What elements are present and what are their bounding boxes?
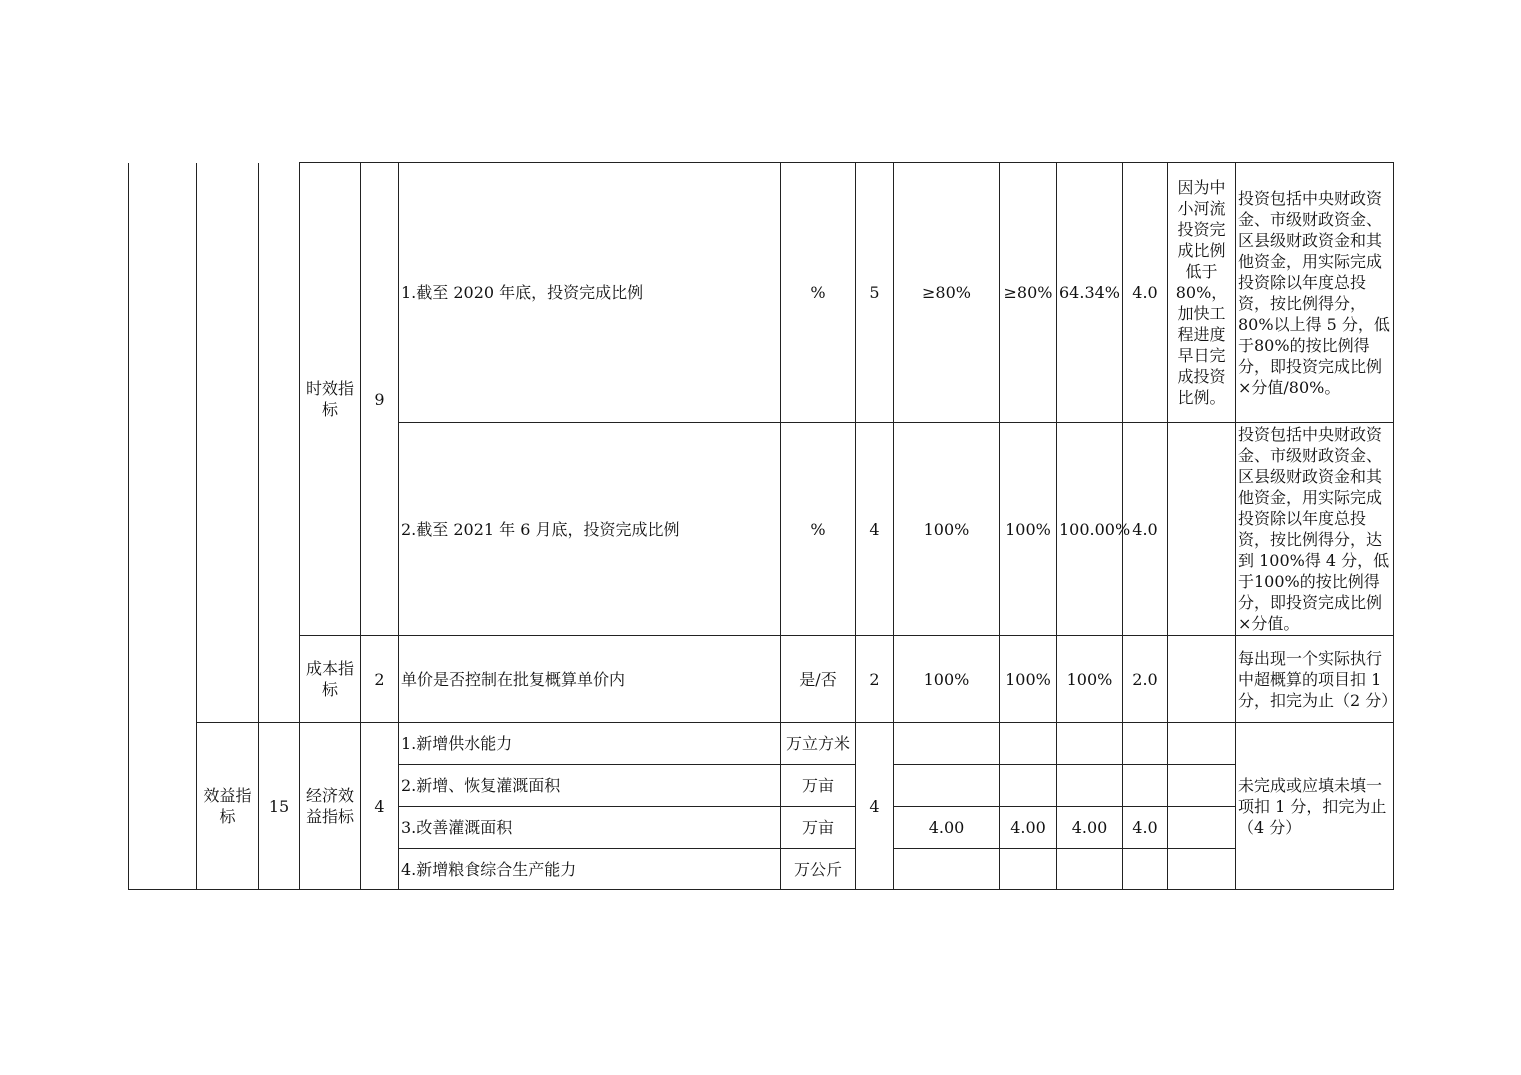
unit-cell: %	[781, 423, 856, 636]
annual-target-cell	[894, 723, 1000, 765]
blank-col-a	[129, 765, 197, 890]
scoring-note-cell: 投资包括中央财政资金、市级财政资金、区县级财政资金和其他资金，用实际完成投资除以年度总投资，按比例得分，达到 100%得 4 分，低于100%的按比例得分，即投资完成比例×分值。	[1236, 423, 1394, 636]
score-cell: 4.0	[1123, 423, 1168, 636]
actual-value-cell	[1057, 723, 1123, 765]
actual-value-cell: 64.34%	[1057, 163, 1123, 423]
table-row	[129, 723, 1394, 765]
annual-target-cell	[894, 765, 1000, 807]
score-weight-cell: 4	[856, 723, 894, 890]
reason-cell	[1168, 765, 1236, 807]
actual-value-cell: 100%	[1057, 636, 1123, 723]
score-cell: 2.0	[1123, 636, 1168, 723]
table-row	[129, 636, 1394, 723]
annual-target-cell: 100%	[894, 636, 1000, 723]
unit-cell: %	[781, 163, 856, 423]
score-weight-cell: 5	[856, 163, 894, 423]
category-cost: 成本指标	[300, 636, 361, 723]
reason-cell	[1168, 423, 1236, 636]
performance-table	[128, 162, 1398, 890]
blank-col-a	[129, 163, 197, 765]
scoring-note-cell: 每出现一个实际执行中超概算的项目扣 1 分，扣完为止（2 分）	[1236, 636, 1394, 723]
indicator-cell: 2.截至 2021 年 6 月底，投资完成比例	[399, 423, 781, 636]
target-value-cell: ≥80%	[1000, 163, 1057, 423]
score-weight-cell: 2	[856, 636, 894, 723]
weight-economic-benefit: 4	[361, 723, 399, 890]
reason-cell: 因为中小河流投资完成比例低于80%，加快工程进度早日完成投资比例。	[1168, 163, 1236, 423]
category-timeliness: 时效指标	[300, 163, 361, 636]
annual-target-cell: 100%	[894, 423, 1000, 636]
annual-target-cell	[894, 849, 1000, 890]
target-value-cell: 100%	[1000, 636, 1057, 723]
level1-benefit: 效益指标	[197, 723, 259, 890]
indicator-cell: 3.改善灌溉面积	[399, 807, 781, 849]
target-value-cell	[1000, 765, 1057, 807]
scoring-note-cell: 投资包括中央财政资金、市级财政资金、区县级财政资金和其他资金，用实际完成投资除以年度总投资，按比例得分，80%以上得 5 分，低于80%的按比例得分，即投资完成比例×分值/80%。	[1236, 163, 1394, 423]
annual-target-cell: ≥80%	[894, 163, 1000, 423]
actual-value-cell	[1057, 765, 1123, 807]
target-value-cell	[1000, 849, 1057, 890]
actual-value-cell: 4.00	[1057, 807, 1123, 849]
indicator-cell: 单价是否控制在批复概算单价内	[399, 636, 781, 723]
actual-value-cell: 100.00%	[1057, 423, 1123, 636]
indicator-cell: 1.截至 2020 年底，投资完成比例	[399, 163, 781, 423]
unit-cell: 万公斤	[781, 849, 856, 890]
target-value-cell: 4.00	[1000, 807, 1057, 849]
category-economic-benefit: 经济效益指标	[300, 723, 361, 890]
score-cell: 4.0	[1123, 807, 1168, 849]
indicator-cell: 1.新增供水能力	[399, 723, 781, 765]
weight-timeliness: 9	[361, 163, 399, 636]
score-weight-cell: 4	[856, 423, 894, 636]
target-value-cell: 100%	[1000, 423, 1057, 636]
blank-col-c	[259, 163, 300, 723]
score-cell: 4.0	[1123, 163, 1168, 423]
indicator-cell: 4.新增粮食综合生产能力	[399, 849, 781, 890]
actual-value-cell	[1057, 849, 1123, 890]
blank-col-b	[197, 163, 259, 723]
reason-cell	[1168, 636, 1236, 723]
reason-cell	[1168, 807, 1236, 849]
weight-cost: 2	[361, 636, 399, 723]
annual-target-cell: 4.00	[894, 807, 1000, 849]
score-cell	[1123, 723, 1168, 765]
reason-cell	[1168, 723, 1236, 765]
unit-cell: 万亩	[781, 807, 856, 849]
level1-weight: 15	[259, 723, 300, 890]
unit-cell: 万立方米	[781, 723, 856, 765]
target-value-cell	[1000, 723, 1057, 765]
score-cell	[1123, 849, 1168, 890]
unit-cell: 是/否	[781, 636, 856, 723]
scoring-note-cell: 未完成或应填未填一项扣 1 分，扣完为止（4 分）	[1236, 723, 1394, 890]
score-cell	[1123, 765, 1168, 807]
table-row	[129, 163, 1394, 423]
indicator-cell: 2.新增、恢复灌溉面积	[399, 765, 781, 807]
reason-cell	[1168, 849, 1236, 890]
unit-cell: 万亩	[781, 765, 856, 807]
